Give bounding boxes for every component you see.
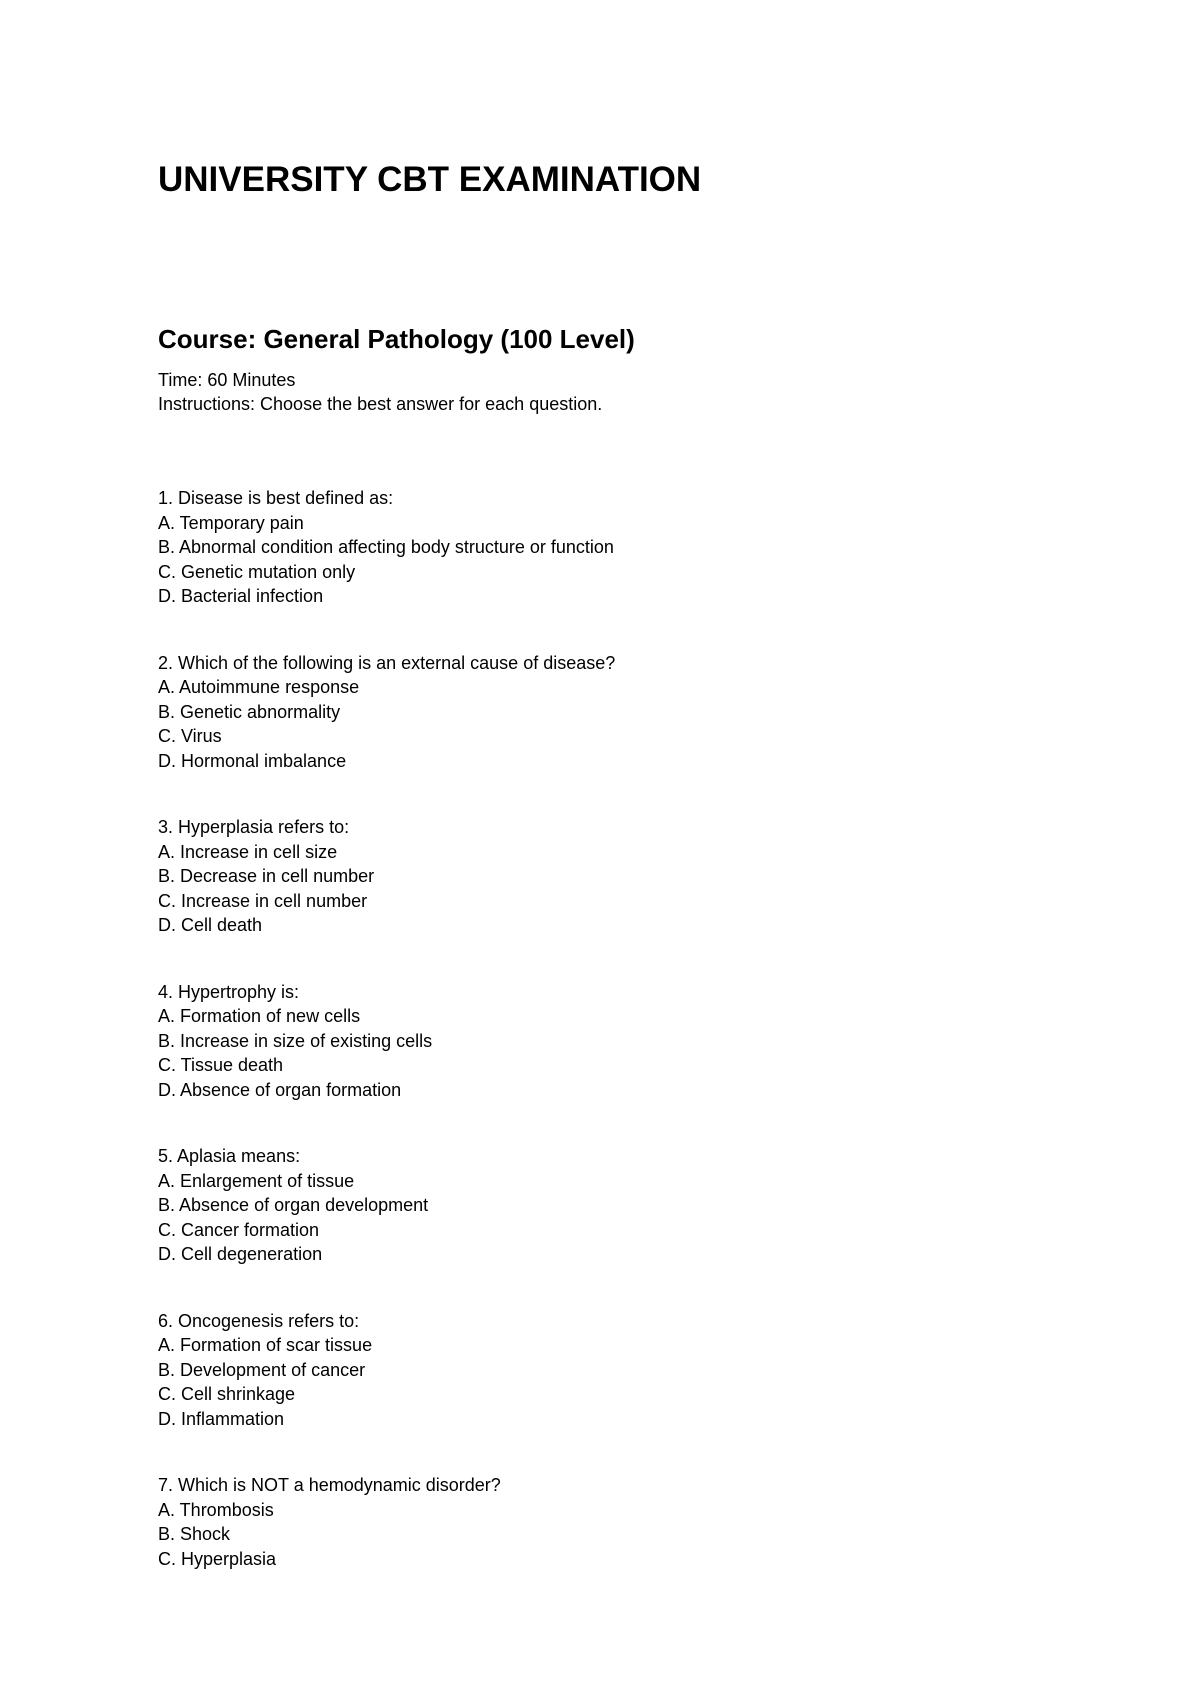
option-c: C. Genetic mutation only — [158, 561, 356, 582]
question-2 — [158, 651, 1118, 774]
option-d: D. Cell death — [158, 915, 263, 935]
option-c: C. Tissue death — [158, 1055, 284, 1075]
option-d: D. Hormonal imbalance — [158, 750, 347, 771]
question-5 — [158, 1144, 1118, 1267]
option-a: A. Temporary pain — [158, 512, 304, 533]
document-page — [158, 160, 1118, 1613]
option-c: C. Cell shrinkage — [158, 1384, 296, 1404]
option-a: A. Formation of new cells — [158, 1006, 361, 1026]
question-text: 5. Aplasia means: — [158, 1146, 301, 1166]
question-3 — [158, 815, 1118, 938]
question-text: 1. Disease is best defined as: — [158, 488, 394, 508]
option-d: D. Inflammation — [158, 1408, 285, 1429]
question-text: 2. Which of the following is an external cause of disease? — [158, 652, 616, 673]
question-1 — [158, 486, 1118, 609]
option-a: A. Increase in cell size — [158, 841, 338, 862]
question-text: 6. Oncogenesis refers to: — [158, 1310, 360, 1331]
question-text: 4. Hypertrophy is: — [158, 981, 300, 1002]
option-b: B. Genetic abnormality — [158, 701, 341, 722]
question-text: 3. Hyperplasia refers to: — [158, 817, 350, 837]
option-b: B. Abnormal condition affecting body structure or function — [158, 537, 614, 557]
question-6 — [158, 1309, 1118, 1432]
option-c: C. Cancer formation — [158, 1219, 320, 1240]
option-b: B. Development of cancer — [158, 1359, 366, 1380]
question-4 — [158, 980, 1118, 1103]
option-a: A. Enlargement of tissue — [158, 1170, 355, 1191]
option-b: B. Shock — [158, 1524, 231, 1544]
option-b: B. Absence of organ development — [158, 1195, 429, 1215]
document-title: UNIVERSITY CBT EXAMINATION — [158, 160, 702, 199]
course-heading: Course: General Pathology (100 Level) — [158, 324, 635, 354]
instructions: Instructions: Choose the best answer for each question. — [158, 394, 603, 414]
question-7 — [158, 1473, 1118, 1571]
option-b: B. Increase in size of existing cells — [158, 1030, 433, 1051]
option-c: C. Increase in cell number — [158, 890, 368, 911]
option-d: D. Bacterial infection — [158, 586, 324, 606]
exam-meta — [158, 368, 1118, 416]
option-c: C. Virus — [158, 726, 222, 746]
option-a: A. Formation of scar tissue — [158, 1335, 373, 1355]
option-d: D. Absence of organ formation — [158, 1079, 402, 1100]
option-d: D. Cell degeneration — [158, 1244, 323, 1264]
option-c: C. Hyperplasia — [158, 1548, 277, 1569]
option-b: B. Decrease in cell number — [158, 866, 375, 886]
option-a: A. Thrombosis — [158, 1499, 274, 1520]
time-limit: Time: 60 Minutes — [158, 370, 296, 390]
question-list — [158, 486, 1118, 1571]
option-a: A. Autoimmune response — [158, 677, 360, 697]
question-text: 7. Which is NOT a hemodynamic disorder? — [158, 1475, 501, 1495]
